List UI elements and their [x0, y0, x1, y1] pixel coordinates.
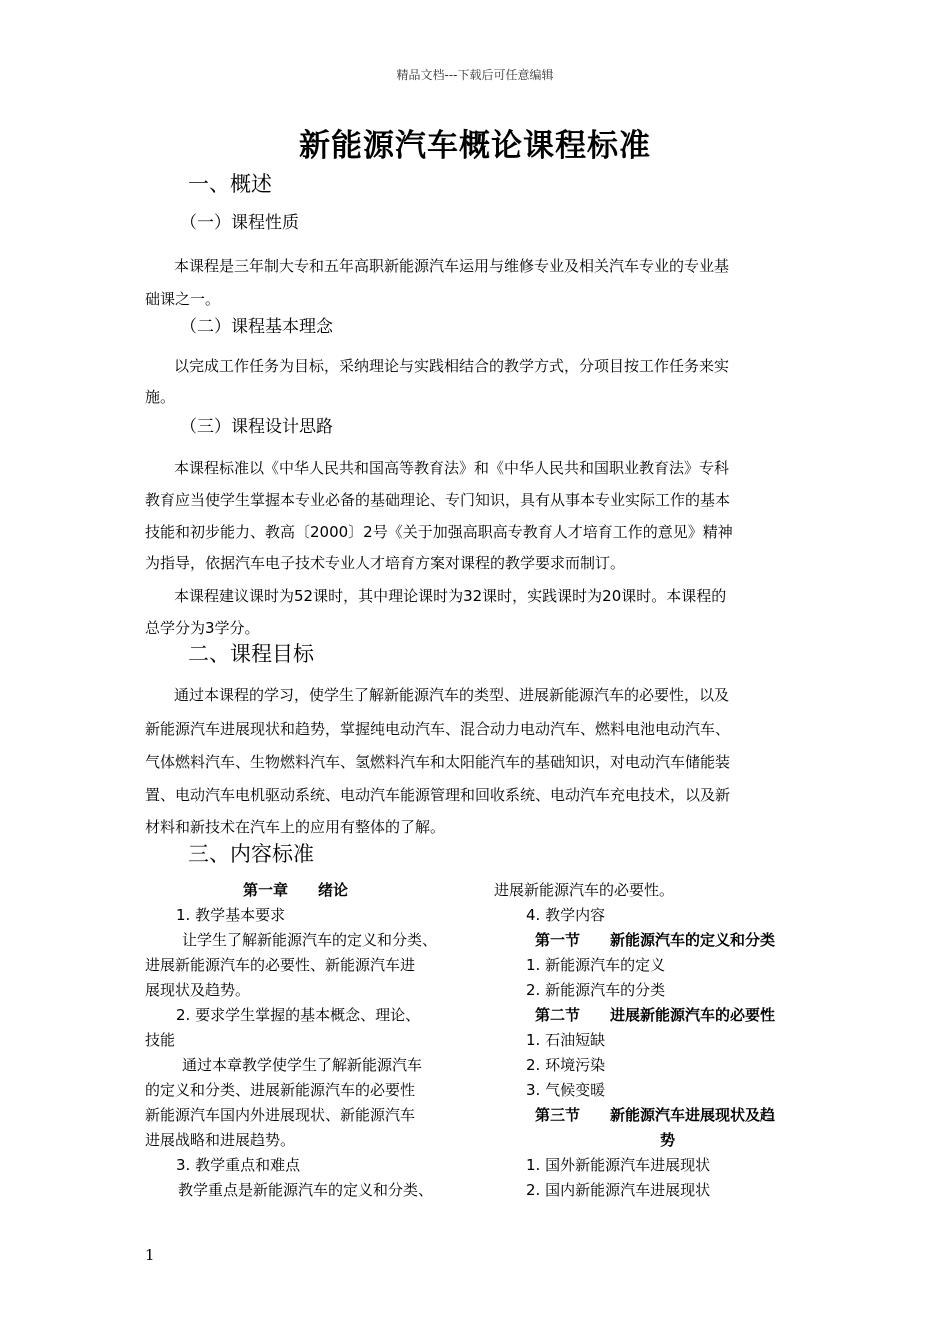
paragraph-line: 以完成工作任务为目标，采纳理论与实践相结合的教学方式，分项目按工作任务来实	[174, 357, 730, 375]
right-column-line: 2. 国内新能源汽车进展现状	[526, 1181, 711, 1199]
right-column-line: 3. 气候变暖	[526, 1081, 606, 1099]
paragraph-line: 气体燃料汽车、生物燃料汽车、氢燃料汽车和太阳能汽车的基础知识，对电动汽车储能装	[145, 753, 731, 771]
paragraph-line: 新能源汽车进展现状和趋势，掌握纯电动汽车、混合动力电动汽车、燃料电池电动汽车、	[145, 720, 731, 738]
right-column-line: 1. 国外新能源汽车进展现状	[526, 1156, 711, 1174]
paragraph-line: 本课程建议课时为52课时，其中理论课时为32课时，实践课时为20课时。本课程的	[174, 587, 727, 605]
left-column-line: 通过本章教学使学生了解新能源汽车	[182, 1056, 423, 1074]
section-heading-overview: 一、概述	[188, 172, 272, 196]
paragraph-line: 通过本课程的学习，使学生了解新能源汽车的类型、进展新能源汽车的必要性，以及	[174, 686, 730, 704]
paragraph-line: 本课程是三年制大专和五年高职新能源汽车运用与维修专业及相关汽车专业的专业基	[174, 257, 730, 275]
left-column-line: 让学生了解新能源汽车的定义和分类、	[182, 931, 438, 949]
chapter-heading: 第一章 绪论	[243, 881, 349, 899]
right-column-line: 1. 石油短缺	[526, 1031, 606, 1049]
section-heading-2: 第二节 进展新能源汽车的必要性	[535, 1006, 776, 1024]
left-column-line: 教学重点是新能源汽车的定义和分类、	[178, 1181, 434, 1199]
paragraph-line: 材料和新技术在汽车上的应用有整体的了解。	[145, 818, 446, 836]
paragraph-line: 教育应当使学生掌握本专业必备的基础理论、专门知识，具有从事本专业实际工作的基本	[145, 491, 731, 509]
left-column-line: 3. 教学重点和难点	[176, 1156, 301, 1174]
paragraph-line: 施。	[145, 388, 176, 406]
right-column-line: 1. 新能源汽车的定义	[526, 956, 666, 974]
left-column-line: 展现状及趋势。	[145, 981, 251, 999]
left-column-line: 进展战略和进展趋势。	[145, 1131, 296, 1149]
document-title: 新能源汽车概论课程标准	[299, 128, 651, 164]
paragraph-line: 础课之一。	[145, 290, 221, 308]
paragraph-line: 置、电动汽车电机驱动系统、电动汽车能源管理和回收系统、电动汽车充电技术，以及新	[145, 786, 731, 804]
section-heading-content-standards: 三、内容标准	[188, 842, 314, 866]
subsection-heading-course-concept: （二）课程基本理念	[180, 317, 333, 337]
left-column-line: 新能源汽车国内外进展现状、新能源汽车	[145, 1106, 416, 1124]
right-column-line: 2. 环境污染	[526, 1056, 606, 1074]
left-column-line: 进展新能源汽车的必要性、新能源汽车进	[145, 956, 416, 974]
right-column-line: 2. 新能源汽车的分类	[526, 981, 666, 999]
right-column-line: 4. 教学内容	[526, 906, 606, 924]
section-heading-3-continued: 势	[660, 1131, 676, 1149]
paragraph-line: 本课程标准以《中华人民共和国高等教育法》和《中华人民共和国职业教育法》专科	[174, 459, 730, 477]
paragraph-line: 技能和初步能力、教高〔2000〕2号《关于加强高职高专教育人才培育工作的意见》精神	[145, 523, 733, 541]
left-column-line: 2. 要求学生掌握的基本概念、理论、	[176, 1006, 421, 1024]
section-heading-3: 第三节 新能源汽车进展现状及趋	[535, 1106, 776, 1124]
page-header: 精品文档---下载后可任意编辑	[396, 68, 554, 82]
section-heading-course-objectives: 二、课程目标	[188, 642, 314, 666]
left-column-line: 1. 教学基本要求	[176, 906, 286, 924]
paragraph-line: 总学分为3学分。	[145, 619, 260, 637]
subsection-heading-course-design: （三）课程设计思路	[180, 417, 333, 437]
page-number: 1	[145, 1246, 155, 1264]
left-column-line: 技能	[145, 1031, 176, 1049]
right-column-line: 进展新能源汽车的必要性。	[494, 881, 675, 899]
section-heading-1: 第一节 新能源汽车的定义和分类	[535, 931, 776, 949]
left-column-line: 的定义和分类、进展新能源汽车的必要性	[145, 1081, 416, 1099]
paragraph-line: 为指导，依据汽车电子技术专业人才培育方案对课程的教学要求而制订。	[145, 554, 626, 572]
subsection-heading-course-nature: （一）课程性质	[180, 213, 299, 233]
